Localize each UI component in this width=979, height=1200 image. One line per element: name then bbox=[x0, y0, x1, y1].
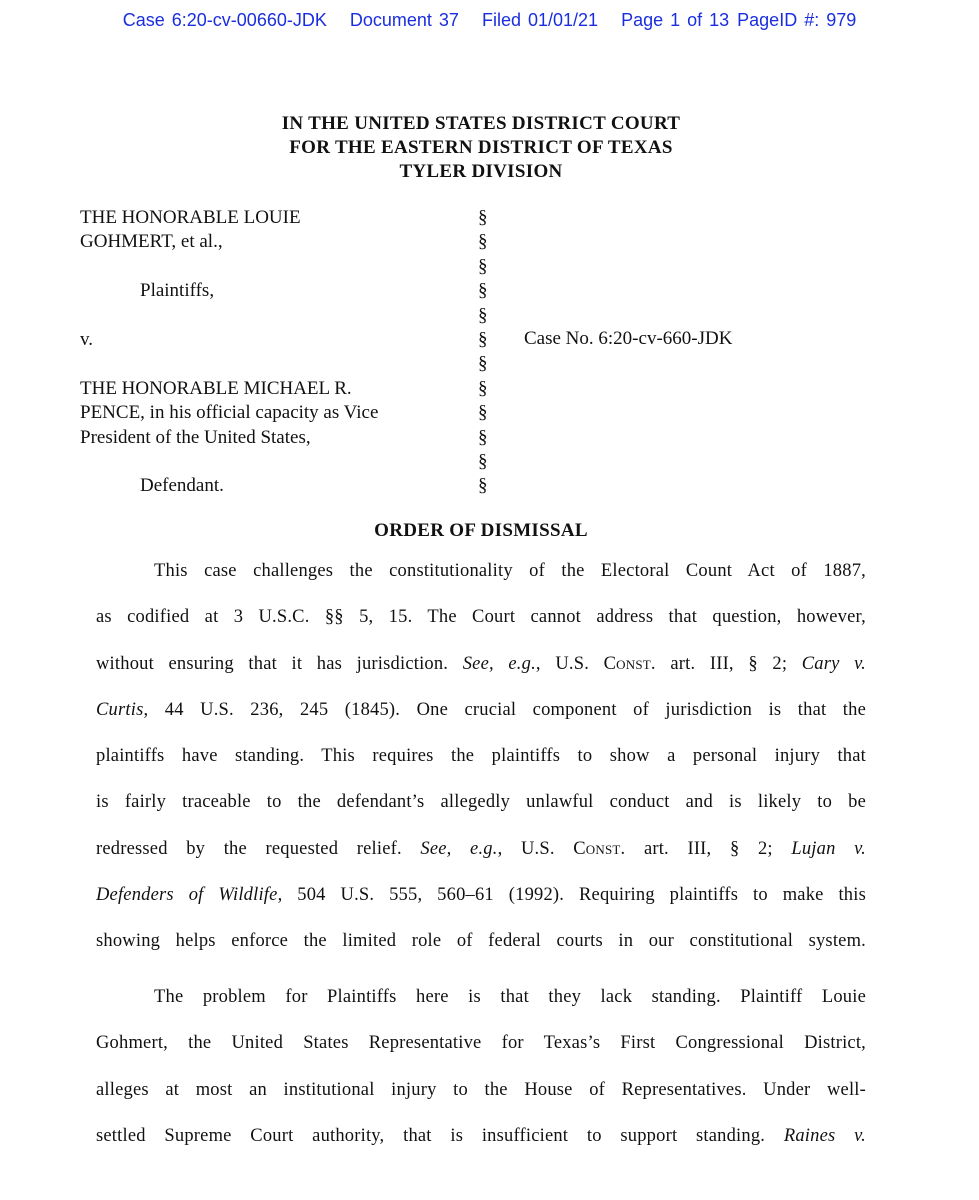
plaintiff-name-line-2: GOHMERT, et al., bbox=[80, 231, 223, 253]
header-page-count: Page 1 of 13 bbox=[621, 10, 730, 30]
section-symbol: § bbox=[478, 377, 488, 399]
filing-header bbox=[0, 10, 979, 31]
paragraph-line: Curtis, 44 U.S. 236, 245 (1845). One crucial component of jurisdiction is that the bbox=[96, 699, 866, 720]
paragraph-line: settled Supreme Court authority, that is insufficient to support standing. Raines v. bbox=[96, 1125, 866, 1146]
court-heading-line-1: IN THE UNITED STATES DISTRICT COURT bbox=[281, 113, 681, 134]
paragraph-line: plaintiffs have standing. This requires the plaintiffs to show a personal injury that bbox=[96, 746, 866, 767]
header-filed-date: Filed 01/01/21 bbox=[481, 10, 599, 30]
order-title: ORDER OF DISMISSAL bbox=[374, 520, 588, 541]
section-symbol: § bbox=[478, 450, 488, 472]
section-symbol: § bbox=[478, 304, 488, 326]
section-symbol: § bbox=[478, 402, 488, 424]
paragraph-line: Defenders of Wildlife, 504 U.S. 555, 560–61 (1992). Requiring plaintiffs to make this bbox=[96, 885, 866, 906]
section-symbol: § bbox=[478, 328, 488, 350]
court-heading-line-2: FOR THE EASTERN DISTRICT OF TEXAS bbox=[289, 137, 673, 158]
section-symbol: § bbox=[478, 231, 488, 253]
caption-parties bbox=[80, 206, 460, 499]
court-heading bbox=[0, 112, 962, 184]
paragraph-line: is fairly traceable to the defendant’s allegedly unlawful conduct and is likely to be bbox=[96, 792, 866, 813]
paragraph-line: This case challenges the constitutionality of the Electoral Count Act of 1887, bbox=[154, 561, 866, 581]
paragraph-line: without ensuring that it has jurisdiction. See, e.g., U.S. Const. art. III, § 2; Cary v. bbox=[96, 653, 866, 674]
paragraph-line: as codified at 3 U.S.C. §§ 5, 15. The Court cannot address that question, however, bbox=[96, 607, 866, 628]
paragraph-line: alleges at most an institutional injury to the House of Representatives. Under well- bbox=[96, 1079, 866, 1100]
paragraph-line: Gohmert, the United States Representative for Texas’s First Congressional District, bbox=[96, 1033, 866, 1054]
section-symbol: § bbox=[478, 426, 488, 448]
header-page-id: PageID #: 979 bbox=[737, 10, 857, 30]
section-symbol: § bbox=[478, 353, 488, 375]
section-symbol: § bbox=[478, 255, 488, 277]
paragraph-line: redressed by the requested relief. See, e.g., U.S. Const. art. III, § 2; Lujan v. bbox=[96, 838, 866, 859]
paragraph-line: The problem for Plaintiffs here is that they lack standing. Plaintiff Louie bbox=[154, 987, 866, 1007]
paragraph-2 bbox=[96, 974, 866, 1159]
defendant-name-line-3: President of the United States, bbox=[80, 426, 311, 448]
paragraph-line: showing helps enforce the limited role of federal courts in our constitutional system. bbox=[96, 931, 866, 952]
defendant-name-line-1: THE HONORABLE MICHAEL R. bbox=[80, 377, 352, 399]
versus-label: v. bbox=[80, 328, 94, 350]
section-symbol: § bbox=[478, 475, 488, 497]
section-symbol-column bbox=[478, 206, 498, 499]
paragraph-1 bbox=[96, 548, 866, 965]
section-symbol: § bbox=[478, 207, 488, 228]
case-number: Case No. 6:20-cv-660-JDK bbox=[524, 328, 733, 349]
section-symbol: § bbox=[478, 280, 488, 302]
header-case-number: Case 6:20-cv-00660-JDK bbox=[122, 10, 327, 30]
court-heading-line-3: TYLER DIVISION bbox=[399, 161, 563, 182]
defendant-label: Defendant. bbox=[140, 475, 224, 497]
plaintiffs-label: Plaintiffs, bbox=[140, 280, 215, 302]
plaintiff-name-line-1: THE HONORABLE LOUIE bbox=[80, 207, 301, 228]
defendant-name-line-2: PENCE, in his official capacity as Vice bbox=[80, 402, 379, 424]
header-document-number: Document 37 bbox=[349, 10, 459, 30]
